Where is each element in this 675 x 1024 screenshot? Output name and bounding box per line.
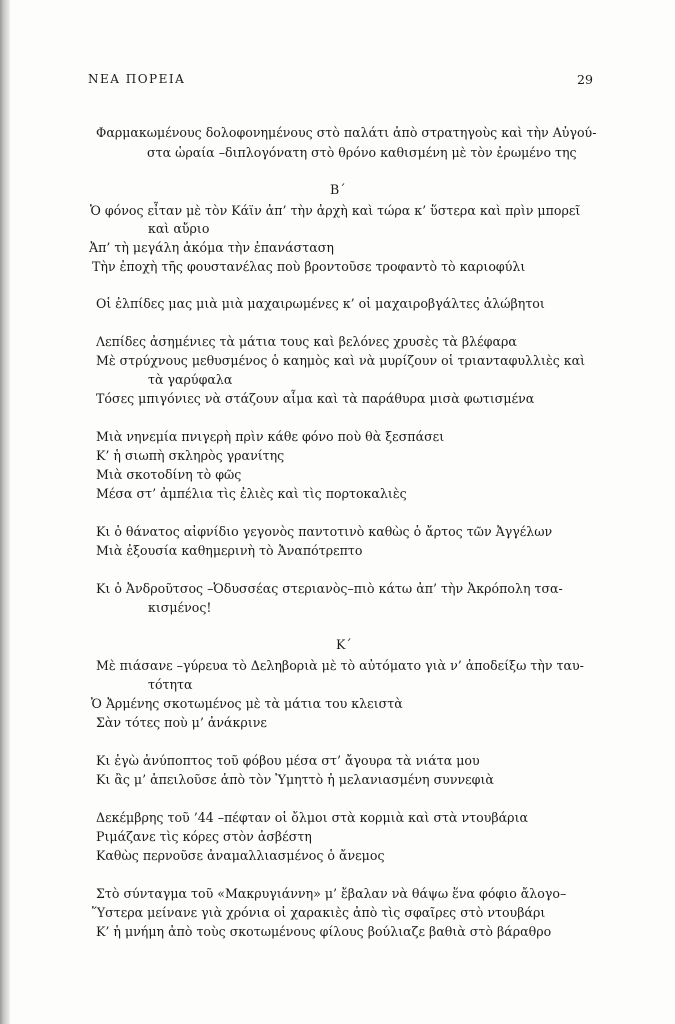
poem-line: Μέσα στ’ ἀμπέλια τὶς ἐλιὲς καὶ τὶς πορτοκαλιὲς: [96, 486, 407, 501]
section-mark-b: Β΄: [330, 182, 346, 197]
poem-line-continuation: τότητα: [148, 677, 193, 692]
poem-line: Φαρμακωμένους δολοφονημένους στὸ παλάτι ἀπὸ στρατηγοὺς καὶ τὴν Αὐγού-: [96, 125, 597, 140]
poem-line: Σὰν τότες ποὺ μ’ ἀνάκρινε: [96, 715, 267, 730]
poem-line: Στὸ σύνταγμα τοῦ «Μακρυγιάννη» μ’ ἔβαλαν νὰ θάψω ἕνα φόφιο ἄλογο–: [96, 886, 567, 901]
poem-line: Κι ὁ θάνατος αἰφνίδιο γεγονὸς παντοτινὸ καθὼς ὁ ἄρτος τῶν Ἀγγέλων: [96, 524, 553, 539]
poem-line: Κ’ ἡ μνήμη ἀπὸ τοὺς σκοτωμένους φίλους βούλιαζε βαθιὰ στὸ βάραθρο: [96, 924, 552, 939]
poem-line: Κι ἂς μ’ ἀπειλοῦσε ἀπὸ τὸν Ὑμηττὸ ἡ μελανιασμένη συννεφιὰ: [96, 772, 494, 787]
poem-line: Μιὰ σκοτοδίνη τὸ φῶς: [96, 467, 242, 482]
poem-line: Τόσες μπιγόνιες νὰ στάζουν αἷμα καὶ τὰ παράθυρα μισὰ φωτισμένα: [96, 391, 535, 406]
section-mark-k: Κ΄: [336, 637, 352, 652]
poem-line: Κι ὁ Ἀνδροῦτσος –Ὀδυσσέας στεριανὸς–πιὸ κάτω ἀπ’ τὴν Ἀκρόπολη τσα-: [96, 581, 563, 596]
poem-line: Καθὼς περνοῦσε ἀναμαλλιασμένος ὁ ἄνεμος: [96, 848, 385, 863]
poem-line: Δεκέμβρης τοῦ ’44 –πέφταν οἱ ὄλμοι στὰ κορμιὰ καὶ στὰ ντουβάρια: [96, 810, 529, 825]
poem-line: Οἱ ἐλπίδες μας μιὰ μιὰ μαχαιρωμένες κ’ οἱ μαχαιροβγάλτες ἀλώβητοι: [96, 296, 545, 311]
poem-line-continuation: στα ὡραία –διπλογόνατη στὸ θρόνο καθισμένη μὲ τὸν ἐρωμένο της: [147, 145, 577, 160]
poem-line-continuation: καὶ αὔριο: [148, 221, 210, 236]
poem-line: Κι ἐγὼ ἀνύποπτος τοῦ φόβου μέσα στ’ ἄγουρα τὰ νιάτα μου: [96, 753, 480, 768]
poem-line: Ἀπ’ τὴ μεγάλη ἀκόμα τὴν ἐπανάσταση: [89, 240, 334, 255]
poem-line: Μὲ στρύχνους μεθυσμένος ὁ καημὸς καὶ νὰ μυρίζουν οἱ τριανταφυλλιὲς καὶ: [96, 353, 586, 368]
poem-line: Μὲ πιάσανε –γύρευα τὸ Δεληβοριὰ μὲ τὸ αὐτόματο γιὰ ν’ ἀποδείξω τὴν ταυ-: [96, 658, 584, 673]
poem-line: Λεπίδες ἀσημένιες τὰ μάτια τους καὶ βελόνες χρυσὲς τὰ βλέφαρα: [96, 334, 517, 349]
poem-line: Μιὰ νηνεμία πνιγερὴ πρὶν κάθε φόνο ποὺ θὰ ξεσπάσει: [96, 429, 445, 444]
page-number: 29: [577, 72, 593, 87]
poem-line: Ὁ φόνος εἶταν μὲ τὸν Κάϊν ἀπ’ τὴν ἀρχὴ καὶ τώρα κ’ ὕστερα καὶ πρὶν μπορεῖ: [90, 203, 581, 218]
poem-line-continuation: τὰ γαρύφαλα: [148, 372, 233, 387]
page-spine-shadow: [0, 0, 10, 1024]
poem-line: Ὕστερα μείνανε γιὰ χρόνια οἱ χαρακιὲς ἀπὸ τὶς σφαῖρες στὸ ντουβάρι: [92, 905, 546, 920]
poem-line: Κ’ ἡ σιωπὴ σκληρὸς γρανίτης: [96, 448, 285, 463]
poem-line: Μιὰ ἐξουσία καθημερινὴ τὸ Ἀναπότρεπτο: [96, 543, 363, 558]
running-head: ΝΕΑ ΠΟΡΕΙΑ: [88, 72, 186, 86]
poem-line-continuation: κισμένος!: [148, 600, 212, 615]
poem-line: Τὴν ἐποχὴ τῆς φουστανέλας ποὺ βροντοῦσε τροφαντὸ τὸ καριοφύλι: [92, 259, 526, 274]
poem-line: Ὁ Ἀρμένης σκοτωμένος μὲ τὰ μάτια του κλειστὰ: [91, 696, 403, 711]
poem-line: Ριμάζανε τὶς κόρες στὸν ἀσβέστη: [96, 829, 312, 844]
